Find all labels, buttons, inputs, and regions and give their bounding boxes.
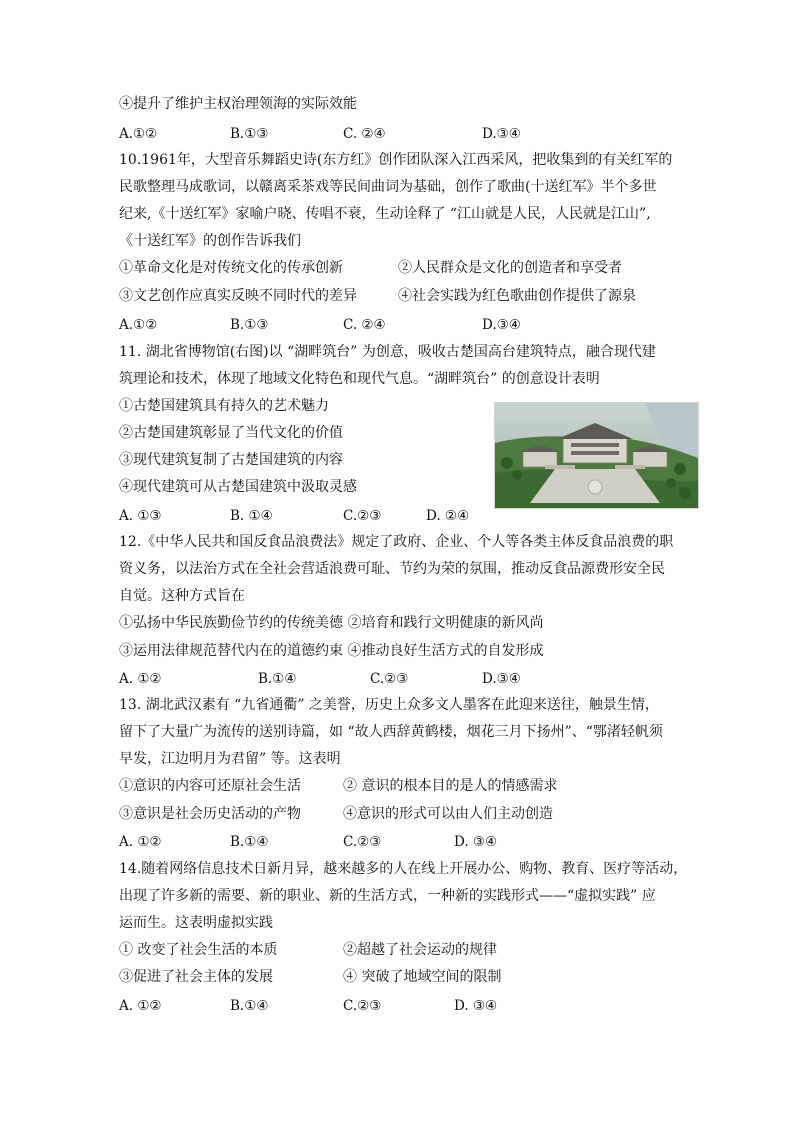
q13-stem-line-3: 早发，江边明月为君留” 等。这表明 bbox=[119, 751, 341, 767]
q11-option-c: C.②③ bbox=[343, 508, 382, 524]
q14-stem-line-3: 运而生。这表明虚拟实践 bbox=[119, 915, 273, 931]
q11-statement-1: ①古楚国建筑具有持久的艺术魅力 bbox=[119, 398, 329, 414]
q14-stem-line-1: 14.随着网络信息技术日新月异，越来越多的人在线上开展办公、购物、教育、医疗等活动， bbox=[119, 861, 688, 877]
q13-option-c: C.②③ bbox=[343, 834, 382, 850]
hubei-museum-aerial-image bbox=[495, 403, 698, 508]
q14-stem-line-2: 出现了许多新的需要、新的职业、新的生活方式，一种新的实践形式——“虚拟实践” 应 bbox=[119, 888, 656, 904]
q10-stem-line-3: 纪来,《十送红军》家喻户晓、传唱不衰，生动诠释了 “江山就是人民，人民就是江山”, bbox=[119, 206, 651, 222]
q9-option-d: D.③④ bbox=[482, 126, 521, 142]
q12-option-c: C.②③ bbox=[370, 671, 409, 687]
q14-option-c: C.②③ bbox=[343, 998, 382, 1014]
q14-statement-1: ① 改变了社会生活的本质 bbox=[119, 942, 278, 958]
q14-option-a: A. ①② bbox=[119, 998, 162, 1014]
q12-statements-row-1: ①弘扬中华民族勤俭节约的传统美德 ②培育和践行文明健康的新风尚 bbox=[119, 615, 544, 631]
q10-option-d: D.③④ bbox=[482, 317, 521, 333]
q12-option-d: D.③④ bbox=[482, 671, 521, 687]
q11-option-d: D. ②④ bbox=[426, 508, 470, 524]
q13-option-d: D. ③④ bbox=[454, 834, 498, 850]
q13-statement-3: ③意识是社会历史活动的产物 bbox=[119, 806, 301, 822]
q13-stem-line-1: 13. 湖北武汉素有 “九省通衢” 之美誉，历史上众多文人墨客在此迎来送往，触景生情， bbox=[119, 697, 659, 713]
q10-statement-4: ④社会实践为红色歌曲创作提供了源泉 bbox=[398, 288, 636, 304]
q13-statement-4: ④意识的形式可以由人们主动创造 bbox=[343, 806, 553, 822]
q10-option-a: A.①② bbox=[119, 317, 158, 333]
q10-statement-1: ①革命文化是对传统文化的传承创新 bbox=[119, 260, 343, 276]
q11-option-a: A. ①③ bbox=[119, 508, 162, 524]
q10-statement-2: ②人民群众是文化的创造者和享受者 bbox=[398, 260, 622, 276]
q11-statement-3: ③现代建筑复制了古楚国建筑的内容 bbox=[119, 452, 343, 468]
q9-option-c: C. ②④ bbox=[343, 126, 386, 142]
q14-statement-3: ③促进了社会主体的发展 bbox=[119, 969, 273, 985]
q12-option-a: A. ①② bbox=[119, 671, 162, 687]
q13-statement-2: ② 意识的根本目的是人的情感需求 bbox=[343, 778, 558, 794]
q10-stem-line-2: 民歌整理马成歌词，以赣离采茶戏等民间曲词为基础，创作了歌曲(十送红军》半个多世 bbox=[119, 179, 657, 195]
q11-stem-line-2: 筑理论和技术，体现了地域文化特色和现代气息。“湖畔筑台” 的创意设计表明 bbox=[119, 371, 600, 387]
q12-stem-line-1: 12.《中华人民共和国反食品浪费法》规定了政府、企业、个人等各类主体反食品浪费的职 bbox=[119, 534, 674, 550]
q14-option-d: D. ③④ bbox=[454, 998, 498, 1014]
q12-stem-line-3: 自觉。这种方式旨在 bbox=[119, 588, 245, 604]
q9-option-b: B.①③ bbox=[230, 126, 269, 142]
q10-option-b: B.①③ bbox=[230, 317, 269, 333]
q11-statement-2: ②古楚国建筑彰显了当代文化的价值 bbox=[119, 425, 343, 441]
q10-stem-line-1: 10.1961年，大型音乐舞蹈史诗(东方红》创作团队深入江西采风，把收集到的有关红军的 bbox=[119, 152, 673, 168]
q14-statement-4: ④ 突破了地域空间的限制 bbox=[343, 969, 502, 985]
q10-statement-3: ③文艺创作应真实反映不同时代的差异 bbox=[119, 288, 357, 304]
q12-option-b: B.①④ bbox=[258, 671, 297, 687]
q14-statement-2: ②超越了社会运动的规律 bbox=[343, 942, 497, 958]
q9-statement-4: ④提升了维护主权治理领海的实际效能 bbox=[119, 96, 357, 112]
q10-option-c: C. ②④ bbox=[343, 317, 386, 333]
q10-stem-line-4: 《十送红军》的创作告诉我们 bbox=[119, 233, 301, 249]
q12-stem-line-2: 资义务，以法治方式在全社会营适浪费可耻、节约为荣的氛围，推动反食品源费形安全民 bbox=[119, 561, 665, 577]
museum-photo bbox=[494, 402, 699, 509]
q11-stem-line-1: 11. 湖北省博物馆(右图)以 “湖畔筑台” 为创意，吸收古楚国高台建筑特点，融合现代建 bbox=[119, 344, 656, 360]
q9-option-a: A.①② bbox=[119, 126, 158, 142]
q13-stem-line-2: 留下了大量广为流传的送别诗篇，如 “故人西辞黄鹤楼，烟花三月下扬州”、“鄂渚轻帆须 bbox=[119, 724, 663, 740]
q13-option-a: A. ①② bbox=[119, 834, 162, 850]
q12-statements-row-2: ③运用法律规范替代内在的道德约束 ④推动良好生活方式的自发形成 bbox=[119, 643, 544, 659]
q11-option-b: B. ①④ bbox=[230, 508, 273, 524]
q14-option-b: B.①④ bbox=[230, 998, 269, 1014]
q11-statement-4: ④现代建筑可从古楚国建筑中汲取灵感 bbox=[119, 479, 357, 495]
q13-statement-1: ①意识的内容可还原社会生活 bbox=[119, 778, 301, 794]
q13-option-b: B.①④ bbox=[230, 834, 269, 850]
